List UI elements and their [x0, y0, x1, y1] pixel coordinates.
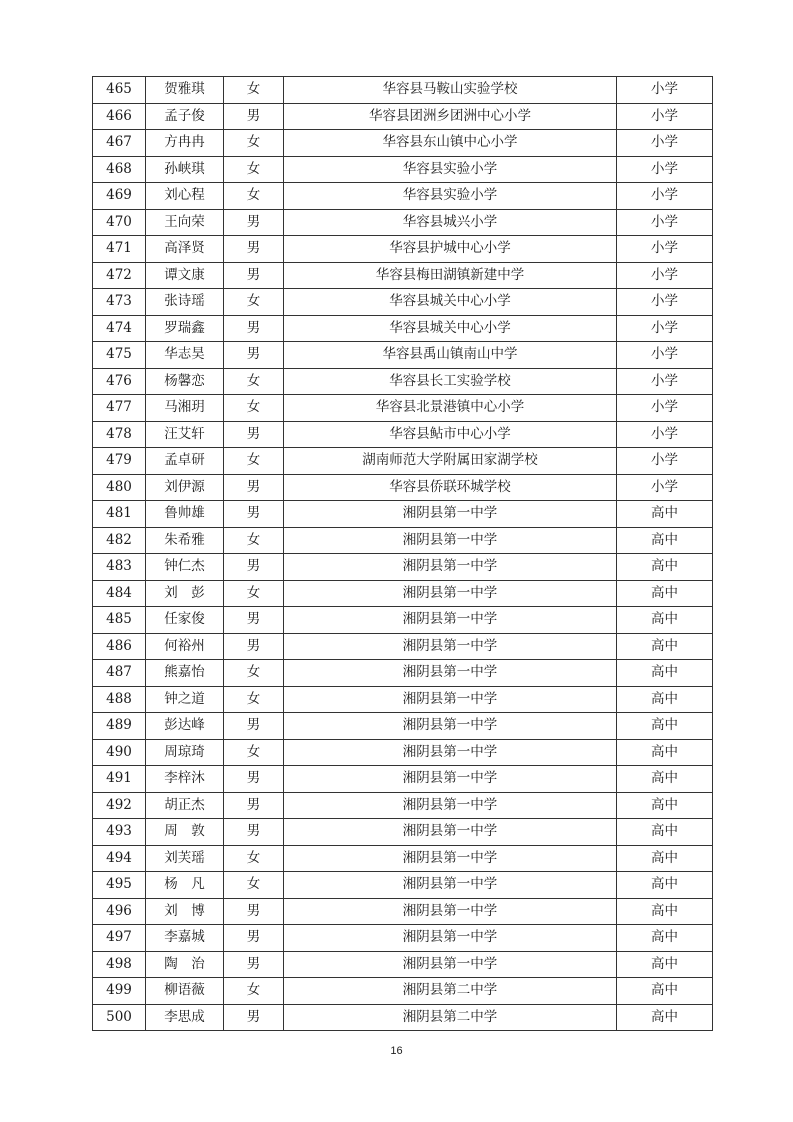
row-number-cell: 466: [93, 103, 146, 130]
school-cell: 华容县东山镇中心小学: [284, 130, 617, 157]
table-row: [93, 713, 713, 740]
table-row: [93, 130, 713, 157]
roster-sheet: [92, 76, 707, 1031]
school-level-cell: 小学: [617, 262, 713, 289]
row-number-cell: 471: [93, 236, 146, 263]
row-number-cell: 474: [93, 315, 146, 342]
gender-cell: 女: [224, 845, 284, 872]
school-cell: 湘阴县第一中学: [284, 686, 617, 713]
school-level-cell: 小学: [617, 236, 713, 263]
row-number-cell: 486: [93, 633, 146, 660]
gender-cell: 女: [224, 978, 284, 1005]
school-level-cell: 小学: [617, 183, 713, 210]
row-number-cell: 469: [93, 183, 146, 210]
school-cell: 华容县城关中心小学: [284, 315, 617, 342]
student-name-cell: 周 敦: [146, 819, 224, 846]
school-level-cell: 高中: [617, 739, 713, 766]
school-cell: 湘阴县第一中学: [284, 713, 617, 740]
student-name-cell: 高泽贤: [146, 236, 224, 263]
school-cell: 华容县禹山镇南山中学: [284, 342, 617, 369]
student-name-cell: 胡正杰: [146, 792, 224, 819]
gender-cell: 男: [224, 898, 284, 925]
row-number-cell: 491: [93, 766, 146, 793]
student-name-cell: 贺雅琪: [146, 77, 224, 104]
school-level-cell: 小学: [617, 395, 713, 422]
school-level-cell: 小学: [617, 448, 713, 475]
gender-cell: 女: [224, 183, 284, 210]
row-number-cell: 467: [93, 130, 146, 157]
row-number-cell: 475: [93, 342, 146, 369]
school-level-cell: 高中: [617, 845, 713, 872]
table-row: [93, 580, 713, 607]
table-row: [93, 156, 713, 183]
school-level-cell: 高中: [617, 898, 713, 925]
gender-cell: 男: [224, 315, 284, 342]
student-name-cell: 谭文康: [146, 262, 224, 289]
school-level-cell: 小学: [617, 209, 713, 236]
table-row: [93, 315, 713, 342]
school-level-cell: 小学: [617, 315, 713, 342]
gender-cell: 男: [224, 474, 284, 501]
table-row: [93, 501, 713, 528]
table-row: [93, 660, 713, 687]
table-row: [93, 739, 713, 766]
gender-cell: 男: [224, 792, 284, 819]
table-row: [93, 183, 713, 210]
gender-cell: 女: [224, 156, 284, 183]
table-row: [93, 554, 713, 581]
school-level-cell: 高中: [617, 633, 713, 660]
student-name-cell: 王向荣: [146, 209, 224, 236]
row-number-cell: 492: [93, 792, 146, 819]
table-row: [93, 872, 713, 899]
school-level-cell: 高中: [617, 660, 713, 687]
row-number-cell: 498: [93, 951, 146, 978]
table-row: [93, 395, 713, 422]
school-level-cell: 小学: [617, 368, 713, 395]
school-cell: 湘阴县第一中学: [284, 633, 617, 660]
table-row: [93, 925, 713, 952]
table-row: [93, 1004, 713, 1031]
gender-cell: 男: [224, 607, 284, 634]
school-level-cell: 高中: [617, 792, 713, 819]
student-name-cell: 刘芙瑶: [146, 845, 224, 872]
school-level-cell: 小学: [617, 156, 713, 183]
school-level-cell: 小学: [617, 342, 713, 369]
school-level-cell: 小学: [617, 421, 713, 448]
table-row: [93, 978, 713, 1005]
school-cell: 湘阴县第一中学: [284, 792, 617, 819]
row-number-cell: 496: [93, 898, 146, 925]
row-number-cell: 477: [93, 395, 146, 422]
student-name-cell: 李梓沐: [146, 766, 224, 793]
gender-cell: 男: [224, 951, 284, 978]
gender-cell: 男: [224, 633, 284, 660]
school-level-cell: 高中: [617, 580, 713, 607]
gender-cell: 女: [224, 395, 284, 422]
table-row: [93, 236, 713, 263]
school-cell: 湘阴县第一中学: [284, 607, 617, 634]
table-row: [93, 368, 713, 395]
row-number-cell: 483: [93, 554, 146, 581]
student-name-cell: 刘 博: [146, 898, 224, 925]
school-level-cell: 高中: [617, 554, 713, 581]
row-number-cell: 488: [93, 686, 146, 713]
row-number-cell: 497: [93, 925, 146, 952]
gender-cell: 男: [224, 1004, 284, 1031]
school-level-cell: 高中: [617, 713, 713, 740]
school-level-cell: 高中: [617, 766, 713, 793]
gender-cell: 女: [224, 527, 284, 554]
student-name-cell: 钟之道: [146, 686, 224, 713]
gender-cell: 男: [224, 925, 284, 952]
row-number-cell: 484: [93, 580, 146, 607]
school-level-cell: 高中: [617, 501, 713, 528]
gender-cell: 女: [224, 368, 284, 395]
row-number-cell: 495: [93, 872, 146, 899]
school-cell: 湘阴县第一中学: [284, 501, 617, 528]
student-name-cell: 何裕州: [146, 633, 224, 660]
student-name-cell: 彭达峰: [146, 713, 224, 740]
school-cell: 华容县马鞍山实验学校: [284, 77, 617, 104]
school-cell: 华容县长工实验学校: [284, 368, 617, 395]
student-name-cell: 汪艾轩: [146, 421, 224, 448]
school-cell: 华容县城兴小学: [284, 209, 617, 236]
student-name-cell: 刘 彭: [146, 580, 224, 607]
school-level-cell: 高中: [617, 951, 713, 978]
gender-cell: 女: [224, 872, 284, 899]
student-name-cell: 柳语薇: [146, 978, 224, 1005]
gender-cell: 男: [224, 342, 284, 369]
school-level-cell: 小学: [617, 77, 713, 104]
student-name-cell: 方冉冉: [146, 130, 224, 157]
row-number-cell: 481: [93, 501, 146, 528]
school-cell: 湘阴县第一中学: [284, 819, 617, 846]
gender-cell: 男: [224, 819, 284, 846]
school-cell: 湘阴县第一中学: [284, 554, 617, 581]
student-name-cell: 熊嘉怡: [146, 660, 224, 687]
student-name-cell: 孙峡琪: [146, 156, 224, 183]
student-name-cell: 鲁帅雄: [146, 501, 224, 528]
student-name-cell: 马湘玥: [146, 395, 224, 422]
row-number-cell: 482: [93, 527, 146, 554]
row-number-cell: 476: [93, 368, 146, 395]
school-cell: 湘阴县第一中学: [284, 951, 617, 978]
school-level-cell: 高中: [617, 819, 713, 846]
school-level-cell: 高中: [617, 872, 713, 899]
student-name-cell: 华志昊: [146, 342, 224, 369]
student-name-cell: 李思成: [146, 1004, 224, 1031]
gender-cell: 男: [224, 713, 284, 740]
student-name-cell: 孟卓研: [146, 448, 224, 475]
school-cell: 华容县城关中心小学: [284, 289, 617, 316]
gender-cell: 男: [224, 554, 284, 581]
gender-cell: 女: [224, 77, 284, 104]
school-cell: 华容县团洲乡团洲中心小学: [284, 103, 617, 130]
gender-cell: 女: [224, 289, 284, 316]
school-cell: 湘阴县第二中学: [284, 978, 617, 1005]
row-number-cell: 478: [93, 421, 146, 448]
row-number-cell: 472: [93, 262, 146, 289]
school-level-cell: 高中: [617, 1004, 713, 1031]
school-level-cell: 小学: [617, 289, 713, 316]
school-cell: 华容县侨联环城学校: [284, 474, 617, 501]
table-row: [93, 607, 713, 634]
table-row: [93, 845, 713, 872]
gender-cell: 男: [224, 262, 284, 289]
student-name-cell: 钟仁杰: [146, 554, 224, 581]
table-row: [93, 342, 713, 369]
gender-cell: 女: [224, 448, 284, 475]
row-number-cell: 490: [93, 739, 146, 766]
student-name-cell: 张诗瑶: [146, 289, 224, 316]
gender-cell: 男: [224, 501, 284, 528]
school-level-cell: 高中: [617, 978, 713, 1005]
table-row: [93, 103, 713, 130]
roster-table: [92, 76, 713, 1031]
school-cell: 湘阴县第一中学: [284, 739, 617, 766]
school-level-cell: 高中: [617, 527, 713, 554]
student-name-cell: 刘心程: [146, 183, 224, 210]
school-level-cell: 高中: [617, 925, 713, 952]
gender-cell: 男: [224, 236, 284, 263]
row-number-cell: 468: [93, 156, 146, 183]
gender-cell: 女: [224, 739, 284, 766]
table-row: [93, 474, 713, 501]
table-row: [93, 527, 713, 554]
gender-cell: 男: [224, 103, 284, 130]
school-cell: 湘阴县第一中学: [284, 660, 617, 687]
gender-cell: 男: [224, 766, 284, 793]
student-name-cell: 李嘉城: [146, 925, 224, 952]
table-row: [93, 77, 713, 104]
gender-cell: 女: [224, 660, 284, 687]
row-number-cell: 499: [93, 978, 146, 1005]
school-cell: 湘阴县第一中学: [284, 580, 617, 607]
school-cell: 华容县实验小学: [284, 183, 617, 210]
school-cell: 湘阴县第二中学: [284, 1004, 617, 1031]
gender-cell: 男: [224, 209, 284, 236]
gender-cell: 男: [224, 421, 284, 448]
student-name-cell: 任家俊: [146, 607, 224, 634]
school-cell: 湖南师范大学附属田家湖学校: [284, 448, 617, 475]
page-number: 16: [390, 1045, 403, 1057]
row-number-cell: 494: [93, 845, 146, 872]
row-number-cell: 473: [93, 289, 146, 316]
school-cell: 湘阴县第一中学: [284, 527, 617, 554]
school-cell: 华容县护城中心小学: [284, 236, 617, 263]
table-row: [93, 448, 713, 475]
school-level-cell: 小学: [617, 130, 713, 157]
row-number-cell: 487: [93, 660, 146, 687]
table-row: [93, 766, 713, 793]
school-cell: 湘阴县第一中学: [284, 925, 617, 952]
school-cell: 湘阴县第一中学: [284, 766, 617, 793]
school-level-cell: 高中: [617, 686, 713, 713]
row-number-cell: 485: [93, 607, 146, 634]
school-cell: 湘阴县第一中学: [284, 898, 617, 925]
school-cell: 湘阴县第一中学: [284, 872, 617, 899]
table-row: [93, 262, 713, 289]
row-number-cell: 489: [93, 713, 146, 740]
table-row: [93, 289, 713, 316]
gender-cell: 女: [224, 130, 284, 157]
school-cell: 湘阴县第一中学: [284, 845, 617, 872]
student-name-cell: 杨馨恋: [146, 368, 224, 395]
gender-cell: 女: [224, 580, 284, 607]
student-name-cell: 陶 治: [146, 951, 224, 978]
student-name-cell: 杨 凡: [146, 872, 224, 899]
row-number-cell: 480: [93, 474, 146, 501]
row-number-cell: 470: [93, 209, 146, 236]
student-name-cell: 周琼琦: [146, 739, 224, 766]
student-name-cell: 刘伊源: [146, 474, 224, 501]
table-row: [93, 686, 713, 713]
school-cell: 华容县实验小学: [284, 156, 617, 183]
row-number-cell: 493: [93, 819, 146, 846]
table-row: [93, 951, 713, 978]
student-name-cell: 孟子俊: [146, 103, 224, 130]
school-level-cell: 高中: [617, 607, 713, 634]
school-cell: 华容县北景港镇中心小学: [284, 395, 617, 422]
school-level-cell: 小学: [617, 474, 713, 501]
table-row: [93, 421, 713, 448]
school-level-cell: 小学: [617, 103, 713, 130]
row-number-cell: 465: [93, 77, 146, 104]
student-name-cell: 罗瑞鑫: [146, 315, 224, 342]
gender-cell: 女: [224, 686, 284, 713]
table-row: [93, 898, 713, 925]
student-name-cell: 朱希雅: [146, 527, 224, 554]
roster-table-body: [93, 77, 713, 1031]
school-cell: 华容县鲇市中心小学: [284, 421, 617, 448]
table-row: [93, 792, 713, 819]
table-row: [93, 209, 713, 236]
school-cell: 华容县梅田湖镇新建中学: [284, 262, 617, 289]
table-row: [93, 633, 713, 660]
row-number-cell: 479: [93, 448, 146, 475]
row-number-cell: 500: [93, 1004, 146, 1031]
table-row: [93, 819, 713, 846]
